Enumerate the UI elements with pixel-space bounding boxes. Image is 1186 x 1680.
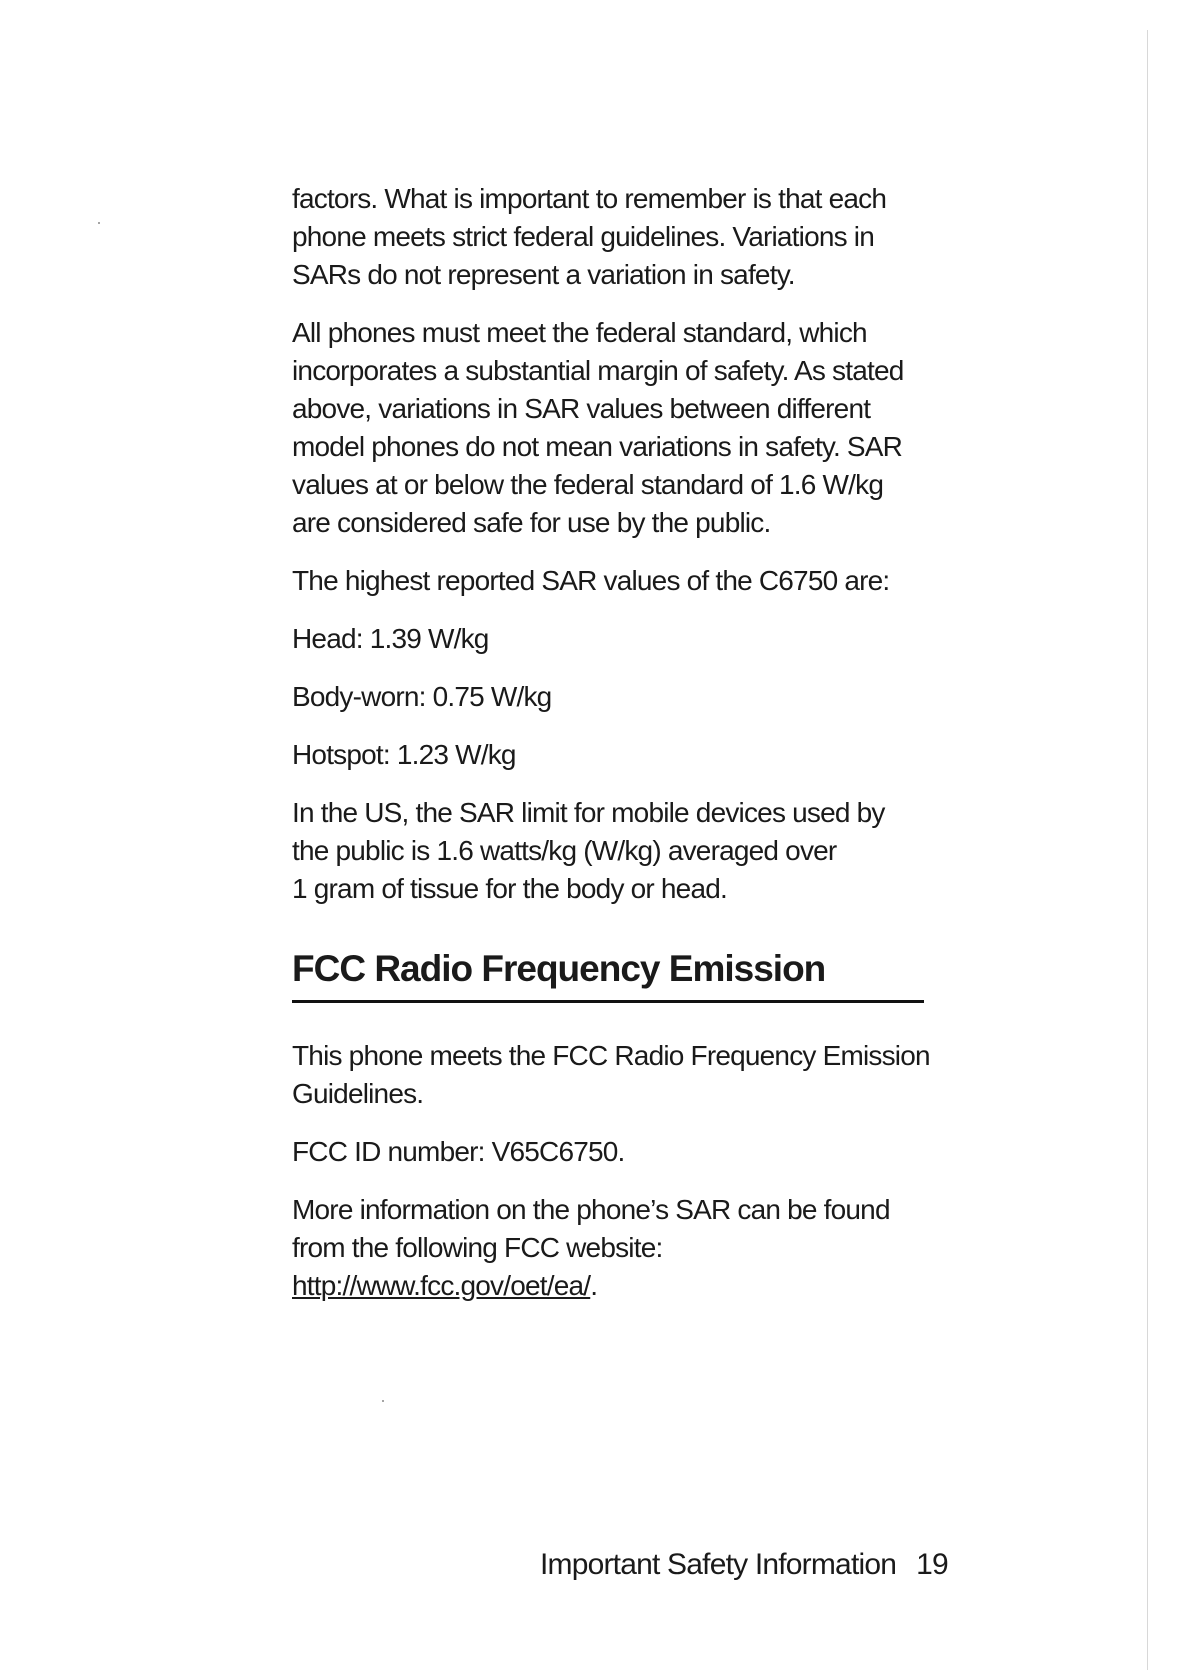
- scan-speck: [98, 222, 100, 224]
- text-line: In the US, the SAR limit for mobile devices used by: [292, 797, 885, 828]
- link-suffix: .: [590, 1270, 598, 1301]
- heading-underline: [292, 1000, 924, 1003]
- sar-body-worn-value: Body-worn: 0.75 W/kg: [292, 681, 552, 712]
- text-line: 1 gram of tissue for the body or head.: [292, 873, 727, 904]
- section-heading-fcc: FCC Radio Frequency Emission: [292, 948, 826, 989]
- page-edge-line: [1147, 30, 1148, 1670]
- text-line: More information on the phone’s SAR can be found: [292, 1194, 890, 1225]
- scan-speck: [382, 1400, 384, 1402]
- sar-head-value: Head: 1.39 W/kg: [292, 623, 489, 654]
- text-line: All phones must meet the federal standard, which: [292, 317, 867, 348]
- page-content: [292, 180, 932, 1325]
- sar-hotspot-value: Hotspot: 1.23 W/kg: [292, 739, 516, 770]
- text-line: above, variations in SAR values between different: [292, 393, 871, 424]
- text-line: are considered safe for use by the public.: [292, 507, 771, 538]
- text-line: the public is 1.6 watts/kg (W/kg) averaged over: [292, 835, 837, 866]
- page-footer: [540, 1548, 948, 1582]
- paragraph-sar-variation: [292, 180, 932, 294]
- link-line: [292, 1267, 932, 1305]
- text-line: factors. What is important to remember is that each: [292, 183, 887, 214]
- fcc-website-link[interactable]: http://www.fcc.gov/oet/ea/: [292, 1270, 591, 1301]
- paragraph-us-sar-limit: [292, 794, 932, 908]
- text-line: SARs do not represent a variation in safety.: [292, 259, 795, 290]
- paragraph-federal-standard: [292, 314, 932, 542]
- text-line: incorporates a substantial margin of safety. As stated: [292, 355, 904, 386]
- text-line: This phone meets the FCC Radio Frequency Emission: [292, 1040, 930, 1071]
- footer-title: Important Safety Information: [540, 1548, 897, 1581]
- text-line: values at or below the federal standard of 1.6 W/kg: [292, 469, 884, 500]
- text-line: model phones do not mean variations in safety. SAR: [292, 431, 903, 462]
- text-line: Guidelines.: [292, 1078, 424, 1109]
- page-number: 19: [916, 1548, 948, 1581]
- fcc-id-number: FCC ID number: V65C6750.: [292, 1136, 625, 1167]
- text-line: from the following FCC website:: [292, 1232, 663, 1263]
- paragraph-fcc-guidelines: [292, 1037, 932, 1113]
- paragraph-highest-sar: The highest reported SAR values of the C6750 are:: [292, 565, 890, 596]
- paragraph-more-information: [292, 1191, 932, 1305]
- text-line: phone meets strict federal guidelines. Variations in: [292, 221, 875, 252]
